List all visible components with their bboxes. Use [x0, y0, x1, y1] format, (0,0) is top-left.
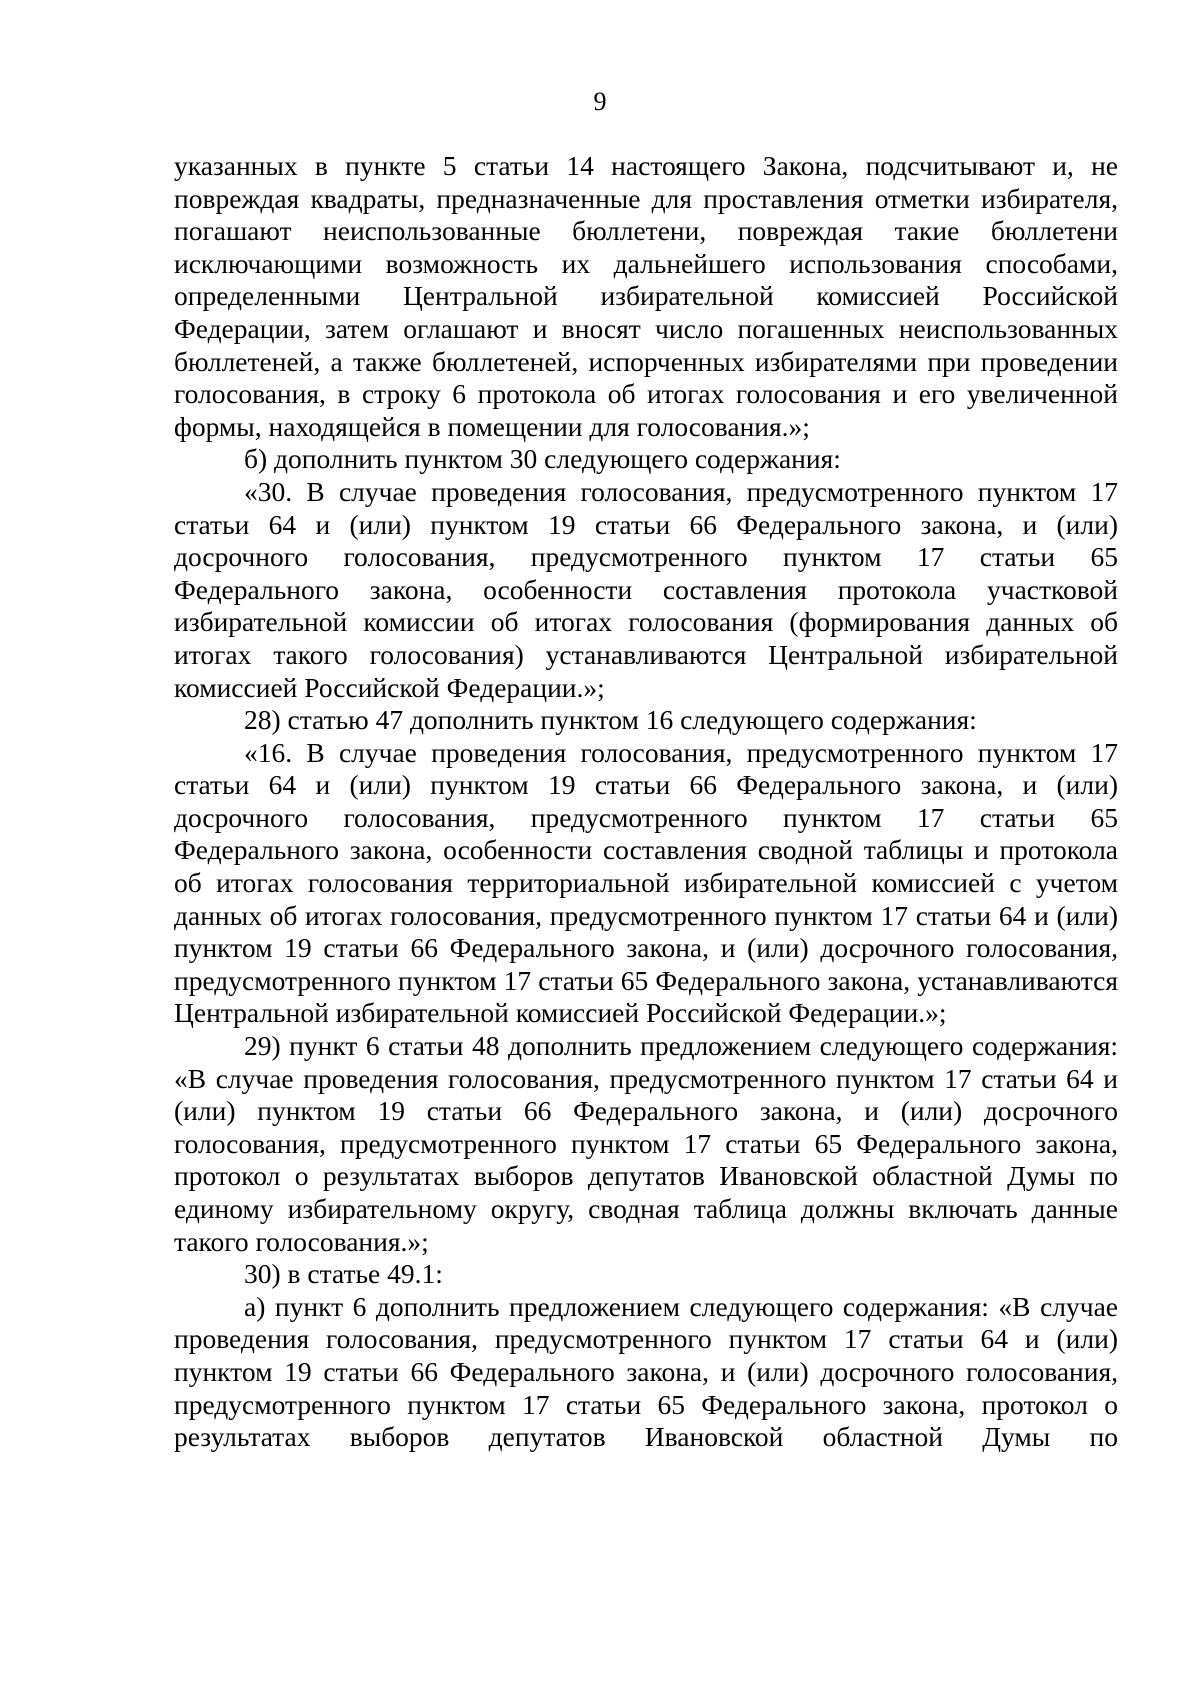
paragraph-3: «30. В случае проведения голосования, предусмотренного пунктом 17 статьи 64 и (или) пунктом 19 статьи 66 Федерального закона, и (или) досрочного голосования, предусмотренного пунктом 17 статьи 65 Федерального закона, особенности составления протокола участковой избирательной комиссии об итогах голосования (формирования данных об итогах такого голосования) устанавливаются Центральной избирательной комиссией Российской Федерации.»;: [174, 475, 1118, 703]
paragraph-8: а) пункт 6 дополнить предложением следующего содержания: «В случае проведения голосования, предусмотренного пунктом 17 статьи 64 и (или) пунктом 19 статьи 66 Федерального закона, и (или) досрочного голосования, предусмотренного пунктом 17 статьи 65 Федерального закона, протокол о результатах выборов депутатов Ивановской областной Думы по: [174, 1290, 1118, 1453]
document-body: [174, 150, 1118, 1454]
paragraph-4: 28) статью 47 дополнить пунктом 16 следующего содержания:: [244, 704, 977, 736]
page-number: 9: [593, 87, 607, 116]
paragraph-1: указанных в пункте 5 статьи 14 настоящего Закона, подсчитывают и, не повреждая квадраты, предназначенные для проставления отметки избирателя, погашают неиспользованные бюллетени, повреждая такие бюллетени исключающими возможность их дальнейшего использования способами, определенными Центральной избирательной комиссией Российской Федерации, затем оглашают и вносят число погашенных неиспользованных бюллетеней, а также бюллетеней, испорченных избирателями при проведении голосования, в строку 6 протокола об итогах голосования и его увеличенной формы, находящейся в помещении для голосования.»;: [174, 150, 1118, 442]
paragraph-6: 29) пункт 6 статьи 48 дополнить предложением следующего содержания: «В случае проведения голосования, предусмотренного пунктом 17 статьи 64 и (или) пунктом 19 статьи 66 Федерального закона, и (или) досрочного голосования, предусмотренного пунктом 17 статьи 65 Федерального закона, протокол о результатах выборов депутатов Ивановской областной Думы по единому избирательному округу, сводная таблица должны включать данные такого голосования.»;: [174, 1030, 1118, 1257]
paragraph-5: «16. В случае проведения голосования, предусмотренного пунктом 17 статьи 64 и (или) пунктом 19 статьи 66 Федерального закона, и (или) досрочного голосования, предусмотренного пунктом 17 статьи 65 Федерального закона, особенности составления сводной таблицы и протокола об итогах голосования территориальной избирательной комиссией с учетом данных об итогах голосования, предусмотренного пунктом 17 статьи 64 и (или) пунктом 19 статьи 66 Федерального закона, и (или) досрочного голосования, предусмотренного пунктом 17 статьи 65 Федерального закона, устанавливаются Центральной избирательной комиссией Российской Федерации.»;: [174, 736, 1118, 1029]
paragraph-7: 30) в статье 49.1:: [244, 1258, 443, 1290]
paragraph-2: б) дополнить пунктом 30 следующего содержания:: [244, 443, 841, 475]
